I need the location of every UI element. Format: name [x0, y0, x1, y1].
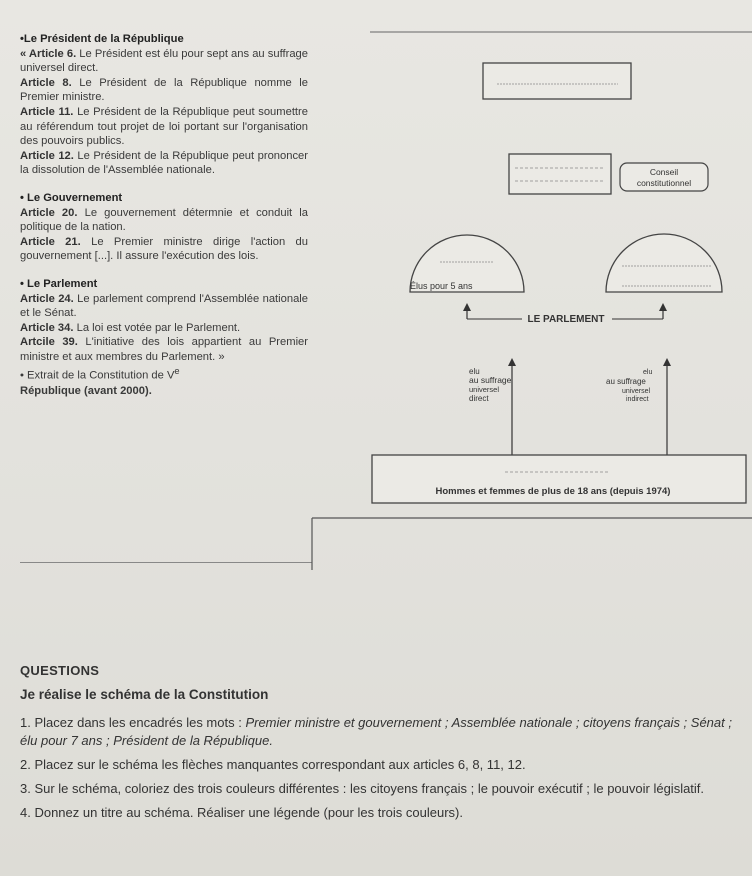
- article-6-label: « Article 6.: [20, 47, 77, 60]
- citizens-label: Hommes et femmes de plus de 18 ans (depuis 1974): [435, 486, 671, 497]
- article-20-text: Le gouvernement détermnie et conduit la politique de la nation.: [20, 206, 308, 234]
- article-12-text: Le Président de la République peut prononcer la dissolution de l'Assemblée nationale.: [20, 149, 308, 177]
- right-indirect: indirect: [626, 396, 649, 403]
- parlement-label: LE PARLEMENT: [527, 314, 605, 325]
- article-11-label: Article 11.: [20, 105, 74, 118]
- article-39-label: Artcile 39.: [20, 336, 78, 349]
- president-box[interactable]: [483, 63, 631, 99]
- questions-section: [20, 662, 740, 828]
- heading-parlement: • Le Parlement: [20, 277, 98, 290]
- parlement-left-arrow: [463, 303, 471, 311]
- article-34-label: Article 34.: [20, 321, 74, 334]
- right-universel: universel: [622, 388, 651, 395]
- question-1-items: Premier ministre et gouvernement ; Assemblée nationale ; citoyens français ; Sénat ; élu pour 7 ans ; Président de la République.: [20, 715, 732, 748]
- left-direct: direct: [469, 394, 489, 403]
- article-12-label: Article 12.: [20, 149, 74, 162]
- source-sup: e: [174, 366, 180, 377]
- article-20-label: Article 20.: [20, 206, 78, 219]
- article-39-text: L'initiative des lois appartient au Premier ministre et aux membres du Parlement. »: [20, 336, 308, 363]
- heading-gouvernement: • Le Gouvernement: [20, 191, 123, 204]
- source-bold: République (avant 2000).: [20, 384, 152, 397]
- article-6-text: Le Président est élu pour sept ans au suffrage universel direct.: [20, 47, 308, 75]
- heading-president: •Le Président de la République: [20, 33, 184, 45]
- question-4: 4. Donnez un titre au schéma. Réaliser une légende (pour les trois couleurs).: [20, 805, 463, 820]
- left-elu: elu: [469, 367, 480, 376]
- article-8-label: Article 8.: [20, 76, 72, 89]
- source-prefix: • Extrait de la Constitution de V: [20, 370, 175, 383]
- article-21-label: Article 21.: [20, 235, 81, 248]
- article-24-text: Le parlement comprend l'Assemblée nationale et le Sénat.: [20, 292, 309, 320]
- parlement-right-arrow: [659, 303, 667, 311]
- article-34-text: La loi est votée par le Parlement.: [73, 321, 241, 334]
- left-suffrage: au suffrage: [469, 375, 512, 385]
- suffrage-indirect-arrow: [663, 358, 671, 366]
- suffrage-direct-arrow: [508, 358, 516, 366]
- government-box[interactable]: [509, 154, 611, 194]
- left-universel: universel: [469, 385, 500, 394]
- conseil-line1: Conseil: [649, 167, 679, 177]
- question-1: [20, 714, 740, 750]
- question-2: 2. Placez sur le schéma les flèches manquantes correspondant aux articles 6, 8, 11, 12.: [20, 757, 526, 772]
- questions-title: QUESTIONS: [20, 663, 100, 678]
- article-11-text: Le Président de la République peut soumettre au référendum tout projet de loi portant sur l'organisation des pouvoirs publics.: [20, 105, 308, 148]
- questions-subtitle: Je réalise le schéma de la Constitution: [20, 687, 269, 702]
- senat-dome[interactable]: [606, 234, 722, 292]
- conseil-line2: constitutionnel: [636, 178, 692, 188]
- article-8-text: Le Président de la République nomme le Premier ministre.: [20, 76, 308, 104]
- elus-label: Élus pour 5 ans: [410, 281, 473, 291]
- right-elu: elu: [643, 369, 653, 376]
- article-21-text: Le Premier ministre dirige l'action du gouvernement [...]. Il assure l'exécution des lois.: [20, 235, 309, 263]
- article-24-label: Article 24.: [20, 292, 74, 305]
- right-suffrage: au suffrage: [606, 377, 646, 386]
- question-3: 3. Sur le schéma, coloriez des trois couleurs différentes : les citoyens français ; le pouvoir exécutif ; le pouvoir législatif.: [20, 781, 705, 796]
- question-1-prefix: 1. Placez dans les encadrés les mots :: [20, 715, 246, 730]
